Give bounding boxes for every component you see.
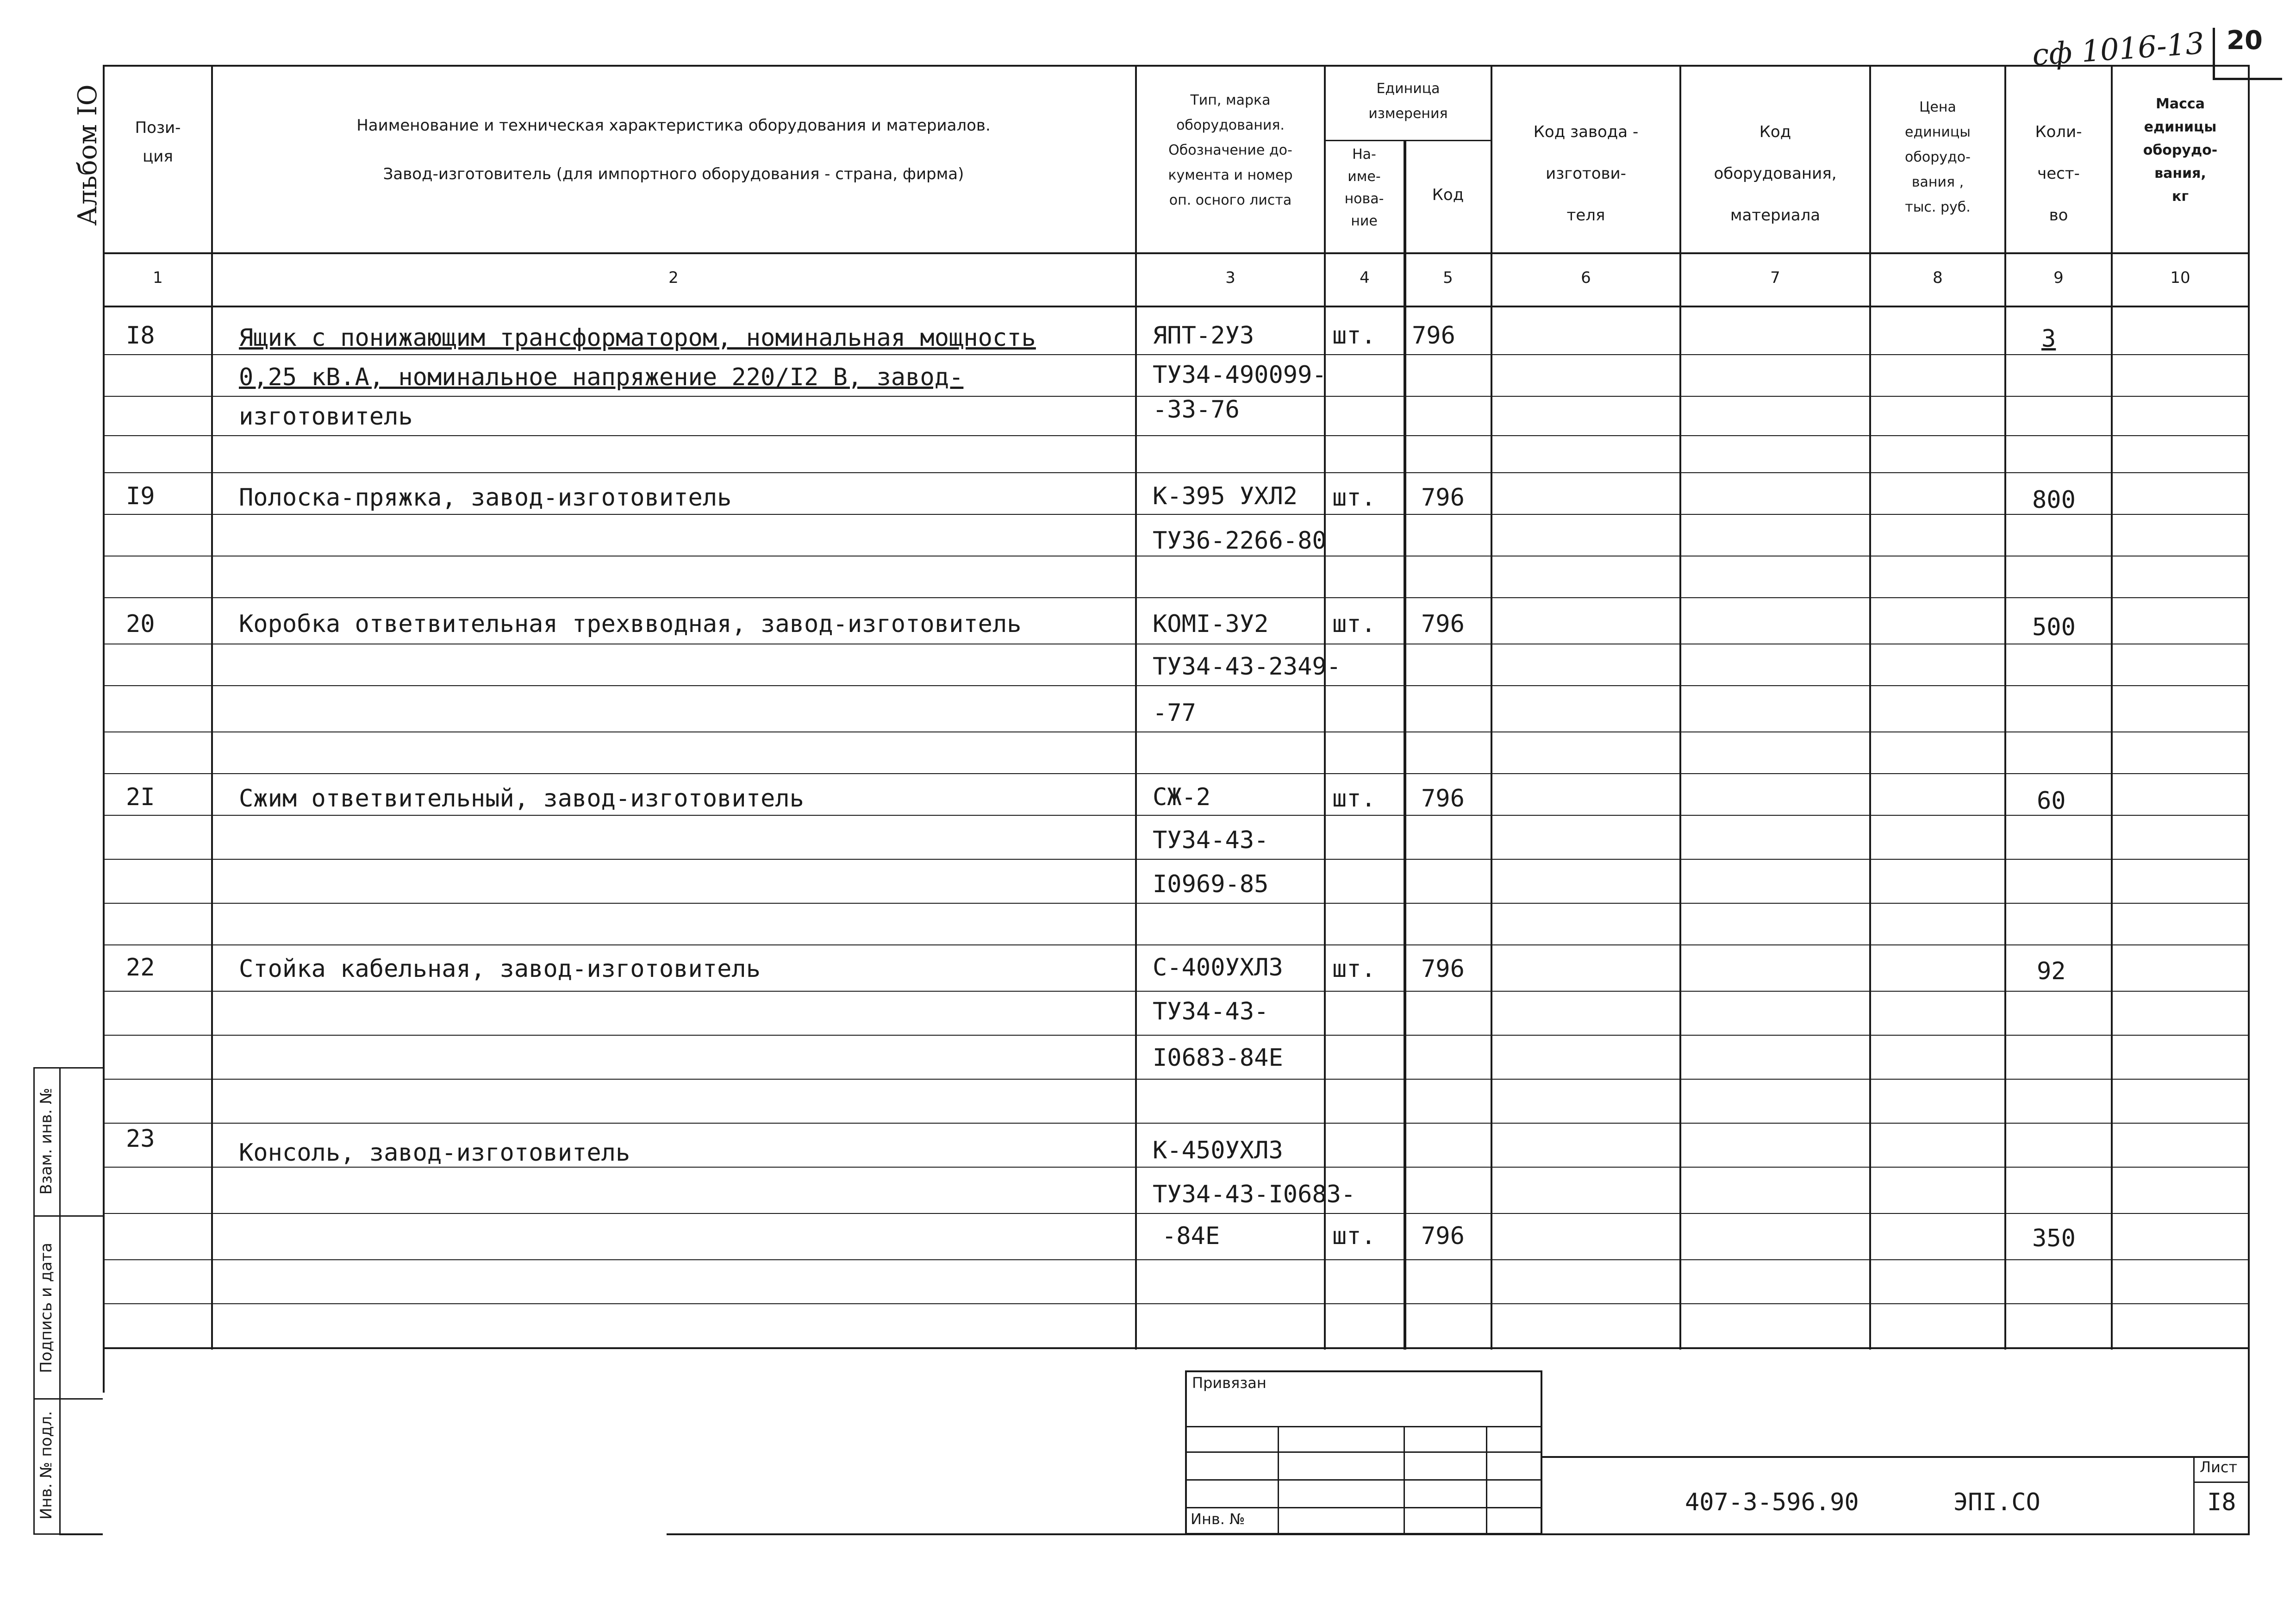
row-23-type-line3: -84Е [1162,1222,1220,1250]
privyazan-grid-h1 [1185,1426,1542,1427]
row-separator [103,685,2250,686]
privyazan-grid-h2 [1185,1451,1542,1453]
sheet-label: Лист [2200,1458,2238,1476]
row-separator [103,1303,2250,1304]
column-number-6: 6 [1581,269,1591,287]
album-label: Альбом IO [73,84,103,226]
row-18-name-line3: изготовитель [239,403,413,431]
header-equipment-code: Код оборудования, материала [1714,123,1837,225]
row-18-type-line2: ТУ34-490099- [1153,361,1327,389]
column-numbers-bottom-border [103,306,2250,307]
row-20-code: 796 [1421,610,1465,638]
privyazan-grid-v3 [1486,1426,1487,1535]
row-separator [103,435,2250,436]
row-20-type-line2: ТУ34-43-2349- [1153,653,1341,681]
header-plant-code: Код завода - изготови- теля [1533,123,1639,225]
row-20-type-line3: -77 [1153,699,1196,727]
row-separator [103,944,2250,945]
row-18-position: I8 [126,322,155,350]
row-23-position: 23 [126,1125,155,1153]
row-separator [103,1347,2250,1349]
row-separator [103,859,2250,860]
side-strip-right [59,1067,61,1535]
row-22-unit: шт. [1332,955,1376,983]
header-quantity: Коли- чест- во [2035,123,2082,225]
column-number-1: 1 [153,269,163,287]
row-separator [103,1035,2250,1036]
column-border-6-7 [1679,65,1681,1350]
header-unit-name: На- име- нова- ние [1344,146,1384,229]
row-separator [103,731,2250,732]
row-18-name-line1: Ящик с понижающим трансформатором, номинальная мощность [239,324,1036,352]
column-number-7: 7 [1770,269,1780,287]
column-border-2-3 [1135,65,1137,1350]
privyazan-grid-h4 [1185,1507,1542,1508]
row-20-unit: шт. [1332,610,1376,638]
side-label-vzam-inv: Взам. инв. № [37,1088,56,1195]
privyazan-grid-h3 [1185,1479,1542,1481]
row-21-type-line3: I0969-85 [1153,870,1269,898]
row-19-type-line1: К-395 УХЛ2 [1153,482,1298,510]
row-18-quantity: 3 [2041,325,2056,353]
row-23-code: 796 [1421,1222,1465,1250]
side-label-signature-date: Подпись и дата [37,1243,56,1373]
column-border-9-10 [2111,65,2113,1350]
bottom-left-border [59,1533,103,1535]
row-separator [103,1213,2250,1214]
row-22-type-line2: ТУ34-43- [1153,998,1269,1025]
row-18-type-line3: -33-76 [1153,396,1240,424]
column-border-1-2 [211,65,213,1350]
row-21-name-line1: Сжим ответвительный, завод-изготовитель [239,785,804,813]
column-number-10: 10 [2170,269,2190,287]
column-border-8-9 [2004,65,2006,1350]
row-21-position: 2I [126,783,155,811]
row-22-name-line1: Стойка кабельная, завод-изготовитель [239,955,761,983]
header-bottom-border [103,252,2250,254]
document-code: 407-3-596.90 [1685,1488,1859,1516]
table-top-border [103,65,2250,67]
row-19-quantity: 800 [2032,486,2076,514]
side-strip-div1 [33,1215,103,1217]
header-unit-price: Цена единицы оборудо- вания , тыс. руб. [1905,99,1971,215]
row-separator [103,1167,2250,1168]
column-border-4-5 [1404,140,1406,1350]
side-label-inv-podl: Инв. № подл. [37,1411,56,1520]
row-20-type-line1: КОМI-ЗУ2 [1153,610,1269,638]
row-21-type-line1: СЖ-2 [1153,783,1211,811]
privyazan-label: Привязан [1192,1374,1267,1392]
row-22-position: 22 [126,954,155,982]
header-position: Пози- ция [135,119,181,166]
row-22-type-line1: С-400УХЛЗ [1153,954,1283,982]
column-number-5: 5 [1443,269,1453,287]
row-22-type-line3: I0683-84Е [1153,1044,1283,1072]
row-19-name-line1: Полоска-пряжка, завод-изготовитель [239,484,732,512]
column-number-4: 4 [1360,269,1370,287]
column-number-8: 8 [1933,269,1943,287]
document-mark: ЭПI.СО [1953,1488,2040,1516]
row-20-position: 20 [126,610,155,638]
sheet-number: I8 [2207,1488,2236,1516]
row-22-code: 796 [1421,955,1465,983]
row-separator [103,773,2250,774]
title-block-bottom [667,1533,2250,1535]
column-number-2: 2 [668,269,679,287]
column-border-3-4 [1324,65,1326,1350]
handwritten-reference: сф 1016-13 [2031,26,2206,73]
row-separator [103,597,2250,598]
row-23-unit: шт. [1332,1222,1376,1250]
sheet-cell-border [2193,1456,2195,1535]
header-mass: Масса единицы оборудо- вания, кг [2143,96,2218,205]
header-name-line1: Наименование и техническая характеристика оборудования и материалов. [356,116,991,135]
row-20-quantity: 500 [2032,613,2076,641]
row-23-quantity: 350 [2032,1225,2076,1252]
sheet-cell-divider [2193,1482,2250,1483]
row-18-unit: шт. [1332,322,1376,350]
row-21-quantity: 60 [2037,787,2066,815]
row-separator [103,991,2250,992]
header-name-line2: Завод-изготовитель (для импортного оборудования - страна, фирма) [383,165,964,183]
row-20-name-line1: Коробка ответвительная трехвводная, завод-изготовитель [239,610,1022,638]
privyazan-grid-v2 [1404,1426,1405,1535]
row-18-type-line1: ЯПТ-2УЗ [1153,322,1254,350]
header-unit-code: Код [1432,186,1464,204]
inventory-number-label: Инв. № [1191,1510,1245,1528]
column-number-9: 9 [2053,269,2064,287]
row-21-code: 796 [1421,785,1465,813]
row-19-type-line2: ТУ36-2266-80 [1153,527,1327,555]
row-separator [103,1259,2250,1260]
row-23-type-line2: ТУ34-43-I0683- [1153,1181,1356,1208]
row-21-unit: шт. [1332,785,1376,813]
page-number-underline [2213,78,2282,80]
row-19-code: 796 [1421,484,1465,512]
row-19-unit: шт. [1332,484,1376,512]
privyazan-grid-v1 [1278,1426,1279,1535]
row-separator [103,1079,2250,1080]
row-19-position: I9 [126,482,155,510]
row-separator [103,472,2250,473]
header-type: Тип, марка оборудования. Обозначение до- кумента и номер оп. осного листа [1168,92,1293,208]
row-23-name-line1: Консоль, завод-изготовитель [239,1139,630,1167]
column-border-5-6 [1491,65,1492,1350]
column-number-3: 3 [1225,269,1235,287]
page-number: 20 [2227,25,2263,56]
row-21-type-line2: ТУ34-43- [1153,826,1269,854]
title-block-top [1542,1456,2250,1458]
row-separator [103,1123,2250,1124]
row-22-quantity: 92 [2037,957,2066,985]
row-23-type-line1: К-450УХЛЗ [1153,1137,1283,1164]
row-separator [103,903,2250,904]
column-border-left [103,65,105,1393]
row-separator [103,815,2250,816]
column-border-right [2248,65,2250,1535]
row-separator [103,514,2250,515]
row-18-code: 796 [1412,322,1455,350]
column-border-7-8 [1869,65,1871,1350]
unit-group-divider [1324,140,1491,141]
header-unit-group: Единица измерения [1368,81,1448,122]
row-18-name-line2: 0,25 кВ.А, номинальное напряжение 220/I2 В, завод- [239,363,964,391]
page-number-divider [2213,28,2215,79]
row-separator [103,354,2250,355]
